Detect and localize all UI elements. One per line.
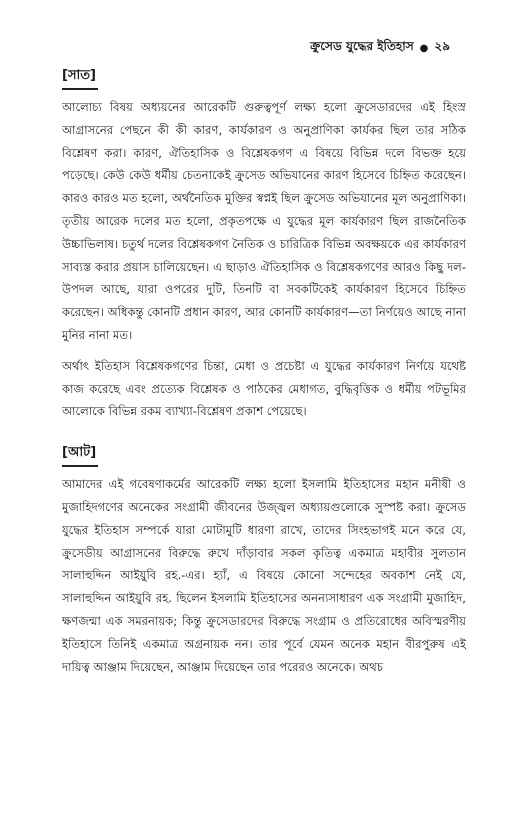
running-title: ক্রুসেড যুদ্ধের ইতিহাস bbox=[310, 39, 414, 53]
page-body bbox=[62, 64, 466, 686]
paragraph: অর্থাৎ ইতিহাস বিশ্লেষকগণের চিন্তা, মেধা ও প্রচেষ্টা এ যুদ্ধের কার্যকারণ নির্ণয়ে যথেষ্ট কাজ করেছে এবং প্রত্যেক বিশ্লেষক ও পাঠকের মেধাগত, বুদ্ধিবৃত্তিক ও ধর্মীয় পটভূমির আলোকে বিভিন্ন রকম ব্যাখ্যা-বিশ্লেষণ প্রকাশ পেয়েছে। bbox=[62, 358, 466, 419]
page-number: ২৯ bbox=[434, 39, 450, 53]
section-seven bbox=[62, 64, 466, 423]
section-eight bbox=[62, 431, 466, 678]
paragraph: আলোচ্য বিষয় অধ্যয়নের আরেকটি গুরুত্বপূর্ণ লক্ষ্য হলো ক্রুসেডারদের এই হিংস্র আগ্রাসনের পেছনে কী কী কারণ, কার্যকারণ ও অনুপ্রাণিকা কার্যকর ছিল তার সঠিক বিশ্লেষণ করা। কারণ, ঐতিহাসিক ও বিশ্লেষকগণ এ বিষয়ে বিভিন্ন দলে বিভক্ত হয়ে পড়েছে। কেউ কেউ ধর্মীয় চেতনাকেই ক্রুসেড অভিযানের কারণ হিসেবে চিহ্নিত করেছেন। কারও কারও মত হলো, অর্থনৈতিক মুক্তির স্বপ্নই ছিল ক্রুসেড অভিযানের মূল অনুপ্রাণিকা। তৃতীয় আরেক দলের মত হলো, প্রকৃতপক্ষে এ যুদ্ধের মূল কার্যকারণ ছিল রাজনৈতিক উচ্চাভিলাষ। চতুর্থ দলের বিশ্লেষকগণ নৈতিক ও চারিত্রিক বিভিন্ন অবক্ষয়কে এর কার্যকারণ সাব্যস্ত করার প্রয়াস চালিয়েছেন। এ ছাড়াও ঐতিহাসিক ও বিশ্লেষকগণের আরও কিছু দল-উপদল আছে, যারা ওপরের দুটি, তিনটি বা সবকটিকেই কার্যকারণ হিসেবে চিহ্নিত করেছেন। অধিকন্তু কোনটি প্রধান কারণ, আর কোনটি কার্যকারণ—তা নির্ণয়েও আছে নানা মুনির নানা মত। bbox=[62, 100, 466, 342]
section-label: [আট] bbox=[62, 443, 98, 467]
running-header bbox=[310, 38, 450, 58]
separator-dot: ● bbox=[419, 42, 429, 54]
paragraph: আমাদের এই গবেষণাকর্মের আরেকটি লক্ষ্য হলো ইসলামি ইতিহাসের মহান মনীষী ও মুজাহিদগণের অনেকের সংগ্রামী জীবনের উজ্জ্বল অধ্যায়গুলোকে সুস্পষ্ট করা। ক্রুসেড যুদ্ধের ইতিহাস সম্পর্কে যারা মোটামুটি ধারণা রাখে, তাদের সিংহভাগই মনে করে যে, ক্রুসেডীয় আগ্রাসনের বিরুদ্ধে রুখে দাঁড়াবার সকল কৃতিত্ব একমাত্র মহাবীর সুলতান সালাহুদ্দিন আইয়ুবি রহ.-এর। হ্যাঁ, এ বিষয়ে কোনো সন্দেহের অবকাশ নেই যে, সালাহুদ্দিন আইয়ুবি রহ. ছিলেন ইসলামি ইতিহাসের অনন্যসাধারণ এক সংগ্রামী মুজাহিদ, ক্ষণজন্মা এক সমরনায়ক; কিন্তু ক্রুসেডারদের বিরুদ্ধে সংগ্রাম ও প্রতিরোধের অবিস্মরণীয় ইতিহাসে তিনিই একমাত্র অগ্রনায়ক নন। তার পূর্বে যেমন অনেক মহান বীরপুরুষ এই দায়িত্ব আঞ্জাম দিয়েছেন, আঞ্জাম দিয়েছেন তার পরেরও অনেকে। অথচ bbox=[62, 477, 466, 674]
section-label: [সাত] bbox=[62, 66, 98, 90]
